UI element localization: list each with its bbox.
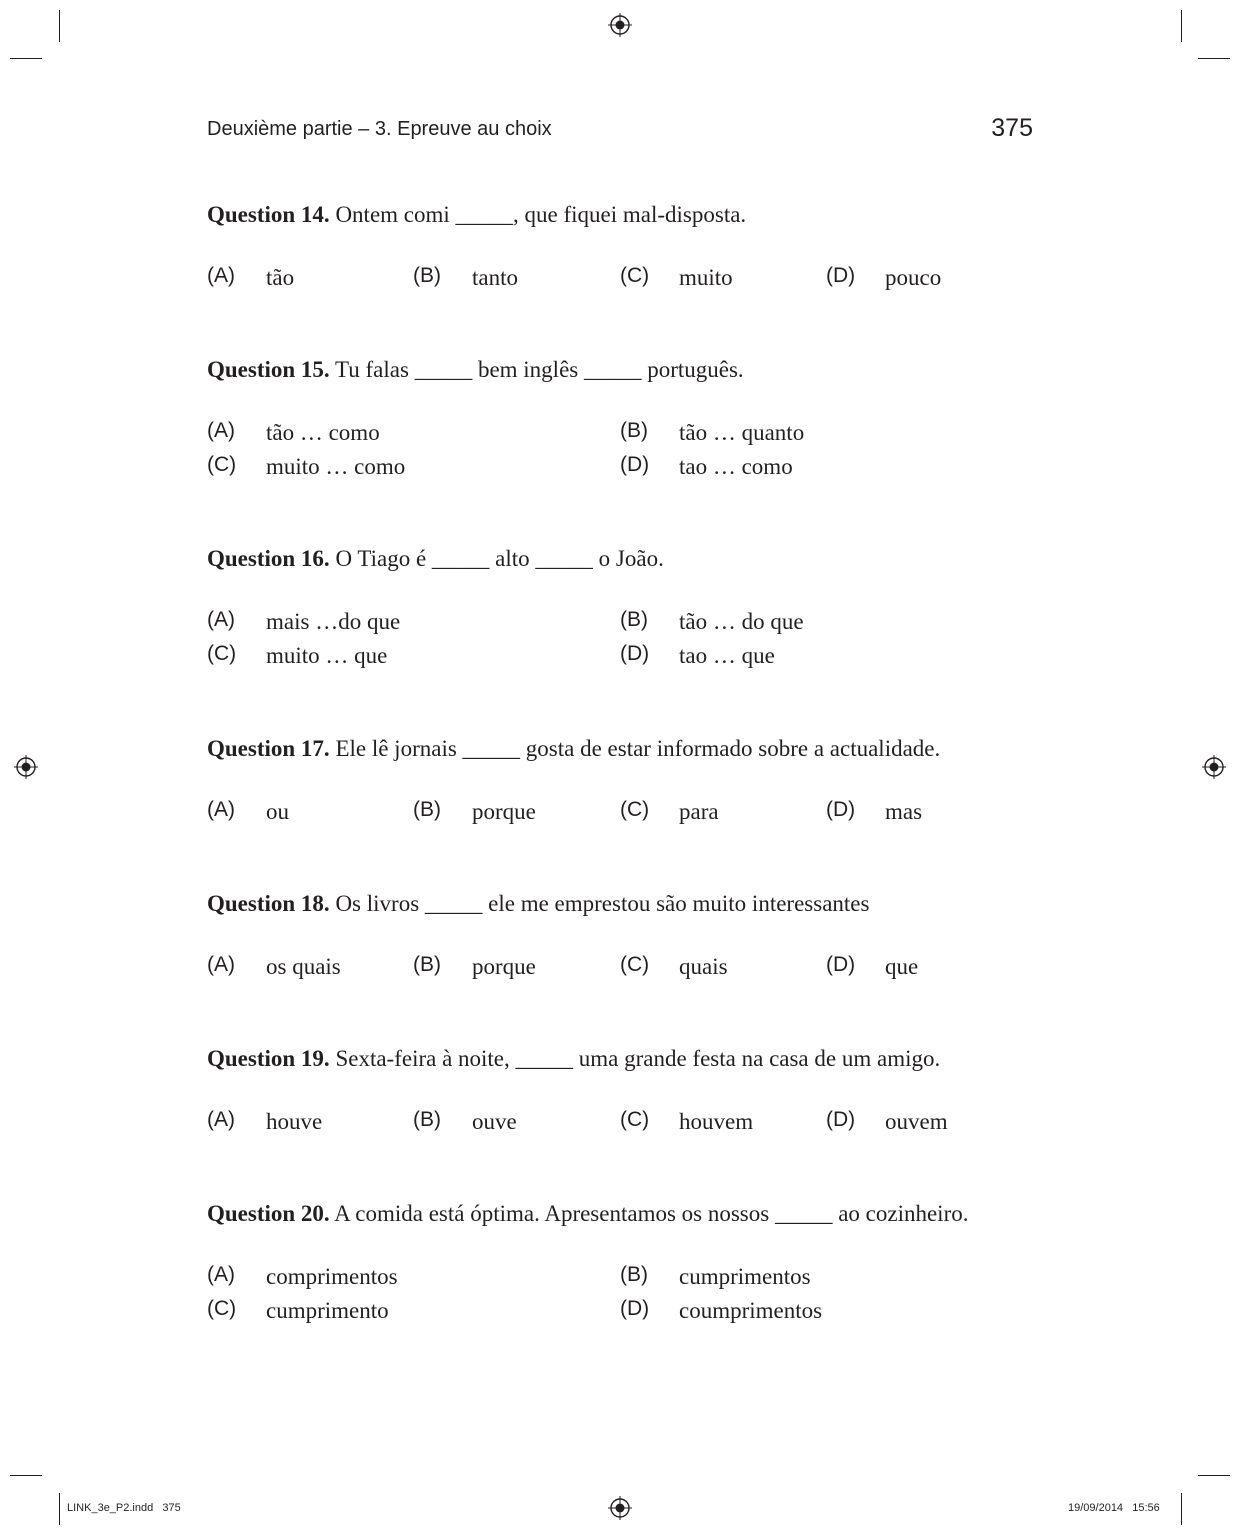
question-text: O Tiago é _____ alto _____ o João. (335, 546, 664, 571)
option-letter: (C) (620, 1108, 650, 1131)
option-text: que (885, 954, 919, 979)
question-prompt (207, 1199, 1037, 1229)
option-text: tão … quanto (679, 420, 805, 445)
question-18 (207, 889, 1037, 985)
question-prompt (207, 544, 1037, 574)
option-letter: (B) (620, 419, 648, 442)
registration-mark-icon (608, 1496, 632, 1520)
option-text: mas (885, 799, 923, 824)
question-number: Question 20. (207, 1201, 330, 1226)
option-text: muito … que (266, 643, 388, 668)
answer-options (207, 606, 1037, 674)
option-letter: (B) (620, 1263, 648, 1286)
registration-mark-icon (608, 13, 632, 37)
question-14 (207, 200, 1037, 296)
crop-mark (10, 1475, 42, 1476)
question-number: Question 14. (207, 202, 330, 227)
question-text: Sexta-feira à noite, _____ uma grande festa na casa de um amigo. (335, 1046, 941, 1071)
option-text: tão (266, 265, 295, 290)
question-number: Question 19. (207, 1046, 330, 1071)
option-text: muito (679, 265, 733, 290)
option-text: tanto (472, 265, 518, 290)
page-number: 375 (991, 114, 1033, 142)
question-text: Ele lê jornais _____ gosta de estar informado sobre a actualidade. (335, 736, 941, 761)
option-text: houve (266, 1109, 323, 1134)
option-letter: (C) (620, 264, 650, 287)
option-text: ouve (472, 1109, 517, 1134)
question-15 (207, 355, 1037, 485)
option-text: mais …do que (266, 609, 401, 634)
question-19 (207, 1044, 1037, 1140)
question-text: Ontem comi _____, que fiquei mal-disposta. (335, 202, 747, 227)
question-text: Os livros _____ ele me emprestou são muito interessantes (335, 891, 870, 916)
option-letter: (D) (826, 1108, 856, 1131)
registration-mark-icon (14, 755, 38, 779)
option-letter: (C) (207, 1297, 237, 1320)
option-text: ou (266, 799, 289, 824)
crop-mark (1181, 10, 1182, 42)
option-letter: (C) (620, 798, 650, 821)
question-number: Question 15. (207, 357, 330, 382)
question-prompt (207, 1044, 1037, 1074)
option-text: para (679, 799, 719, 824)
question-prompt (207, 355, 1037, 385)
registration-mark-icon (1202, 755, 1226, 779)
option-letter: (A) (207, 264, 235, 287)
answer-options (207, 796, 1037, 830)
option-letter: (A) (207, 953, 235, 976)
answer-options (207, 951, 1037, 985)
option-text: cumprimento (266, 1298, 389, 1323)
crop-mark (59, 1493, 60, 1525)
option-text: houvem (679, 1109, 754, 1134)
option-text: comprimentos (266, 1264, 398, 1289)
option-letter: (B) (620, 608, 648, 631)
option-text: tão … do que (679, 609, 804, 634)
crop-mark (1181, 1493, 1182, 1525)
option-text: porque (472, 954, 536, 979)
option-letter: (D) (620, 1297, 650, 1320)
question-16 (207, 544, 1037, 674)
crop-mark (1198, 58, 1230, 59)
option-text: os quais (266, 954, 341, 979)
option-letter: (B) (413, 264, 441, 287)
question-prompt (207, 734, 1037, 764)
question-number: Question 17. (207, 736, 330, 761)
option-letter: (D) (620, 642, 650, 665)
option-letter: (A) (207, 1108, 235, 1131)
option-letter: (D) (826, 264, 856, 287)
crop-mark (10, 58, 42, 59)
option-letter: (A) (207, 1263, 235, 1286)
option-text: tao … que (679, 643, 775, 668)
option-letter: (C) (207, 453, 237, 476)
option-letter: (D) (826, 953, 856, 976)
answer-options (207, 417, 1037, 485)
option-text: quais (679, 954, 728, 979)
question-text: A comida está óptima. Apresentamos os nossos _____ ao cozinheiro. (334, 1201, 969, 1226)
answer-options (207, 1106, 1037, 1140)
option-letter: (C) (620, 953, 650, 976)
option-letter: (A) (207, 419, 235, 442)
option-text: tão … como (266, 420, 380, 445)
slug-file: LINK_3e_P2.indd 375 (67, 1502, 181, 1514)
question-prompt (207, 200, 1037, 230)
option-letter: (D) (826, 798, 856, 821)
option-letter: (A) (207, 798, 235, 821)
option-text: pouco (885, 265, 942, 290)
option-letter: (C) (207, 642, 237, 665)
crop-mark (59, 10, 60, 42)
option-letter: (B) (413, 953, 441, 976)
question-prompt (207, 889, 1037, 919)
option-text: muito … como (266, 454, 406, 479)
option-text: coumprimentos (679, 1298, 823, 1323)
slug-date: 19/09/2014 15:56 (1068, 1502, 1160, 1514)
option-text: cumprimentos (679, 1264, 811, 1289)
option-letter: (D) (620, 453, 650, 476)
option-text: porque (472, 799, 536, 824)
answer-options (207, 1261, 1037, 1329)
option-text: tao … como (679, 454, 793, 479)
crop-mark (1198, 1475, 1230, 1476)
question-20 (207, 1199, 1037, 1329)
option-letter: (B) (413, 798, 441, 821)
answer-options (207, 262, 1037, 296)
question-number: Question 16. (207, 546, 330, 571)
running-head: Deuxième partie – 3. Epreuve au choix (207, 118, 552, 140)
question-text: Tu falas _____ bem inglês _____ português. (335, 357, 744, 382)
question-17 (207, 734, 1037, 830)
option-letter: (A) (207, 608, 235, 631)
page-header (207, 114, 1033, 147)
question-number: Question 18. (207, 891, 330, 916)
option-text: ouvem (885, 1109, 948, 1134)
option-letter: (B) (413, 1108, 441, 1131)
